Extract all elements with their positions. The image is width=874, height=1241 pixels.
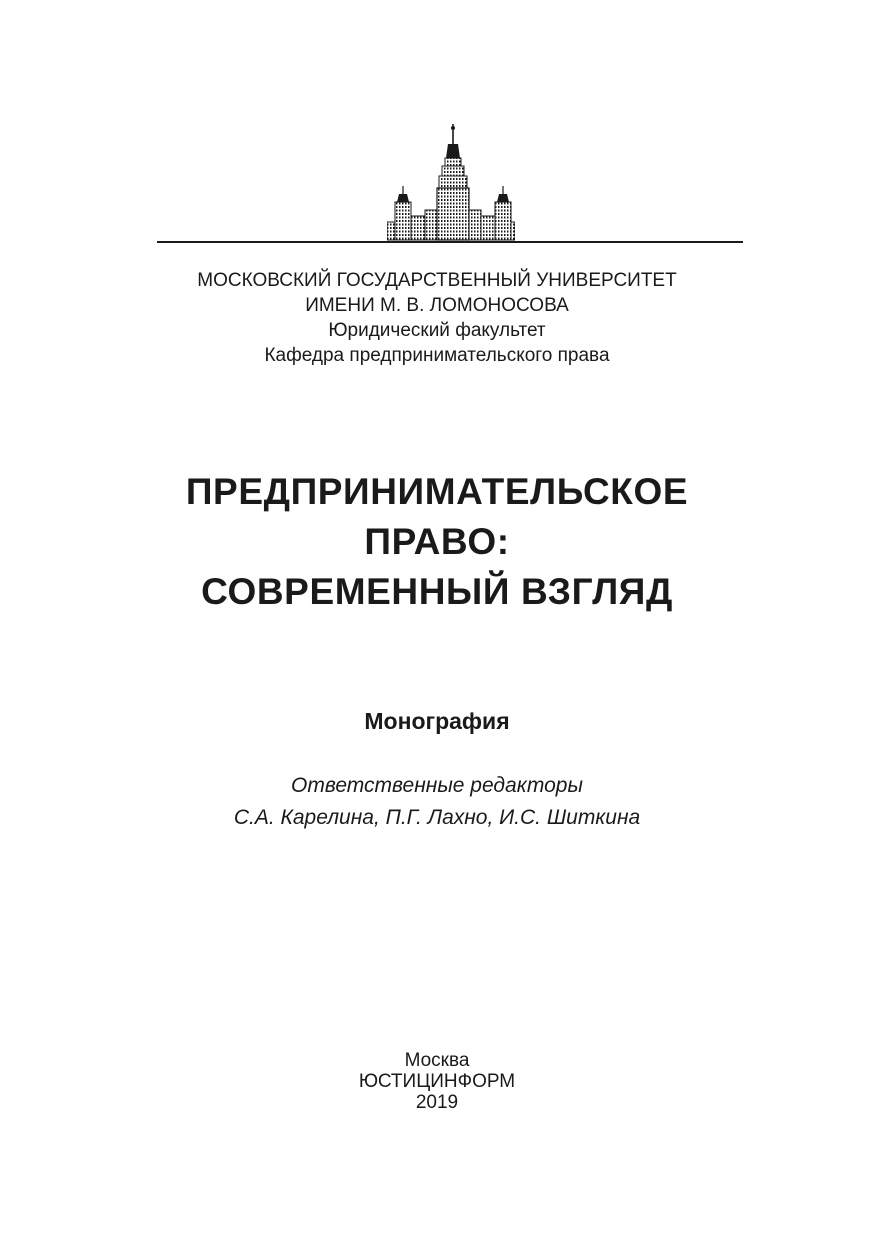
institution-line-department: Кафедра предпринимательского права [264, 345, 610, 366]
institution-line-faculty: Юридический факультет [328, 320, 546, 341]
genre-label: Монография [364, 708, 510, 734]
title-line-1: ПРЕДПРИНИМАТЕЛЬСКОЕ [185, 471, 689, 512]
title-line-2: ПРАВО: [364, 521, 510, 562]
msu-main-building-icon [387, 122, 515, 242]
institution-line-named-after: ИМЕНИ М. В. ЛОМОНОСОВА [305, 295, 569, 316]
institution-line-university: МОСКОВСКИЙ ГОСУДАРСТВЕННЫЙ УНИВЕРСИТЕТ [197, 270, 677, 291]
header-rule [157, 241, 743, 243]
editors-names: С.А. Карелина, П.Г. Лахно, И.С. Шиткина [233, 806, 641, 829]
imprint-publisher: ЮСТИЦИНФОРМ [358, 1071, 516, 1092]
imprint-city: Москва [404, 1050, 470, 1071]
imprint-year: 2019 [415, 1092, 459, 1113]
title-line-3: СОВРЕМЕННЫЙ ВЗГЛЯД [201, 571, 673, 612]
editors-label: Ответственные редакторы [291, 774, 583, 797]
